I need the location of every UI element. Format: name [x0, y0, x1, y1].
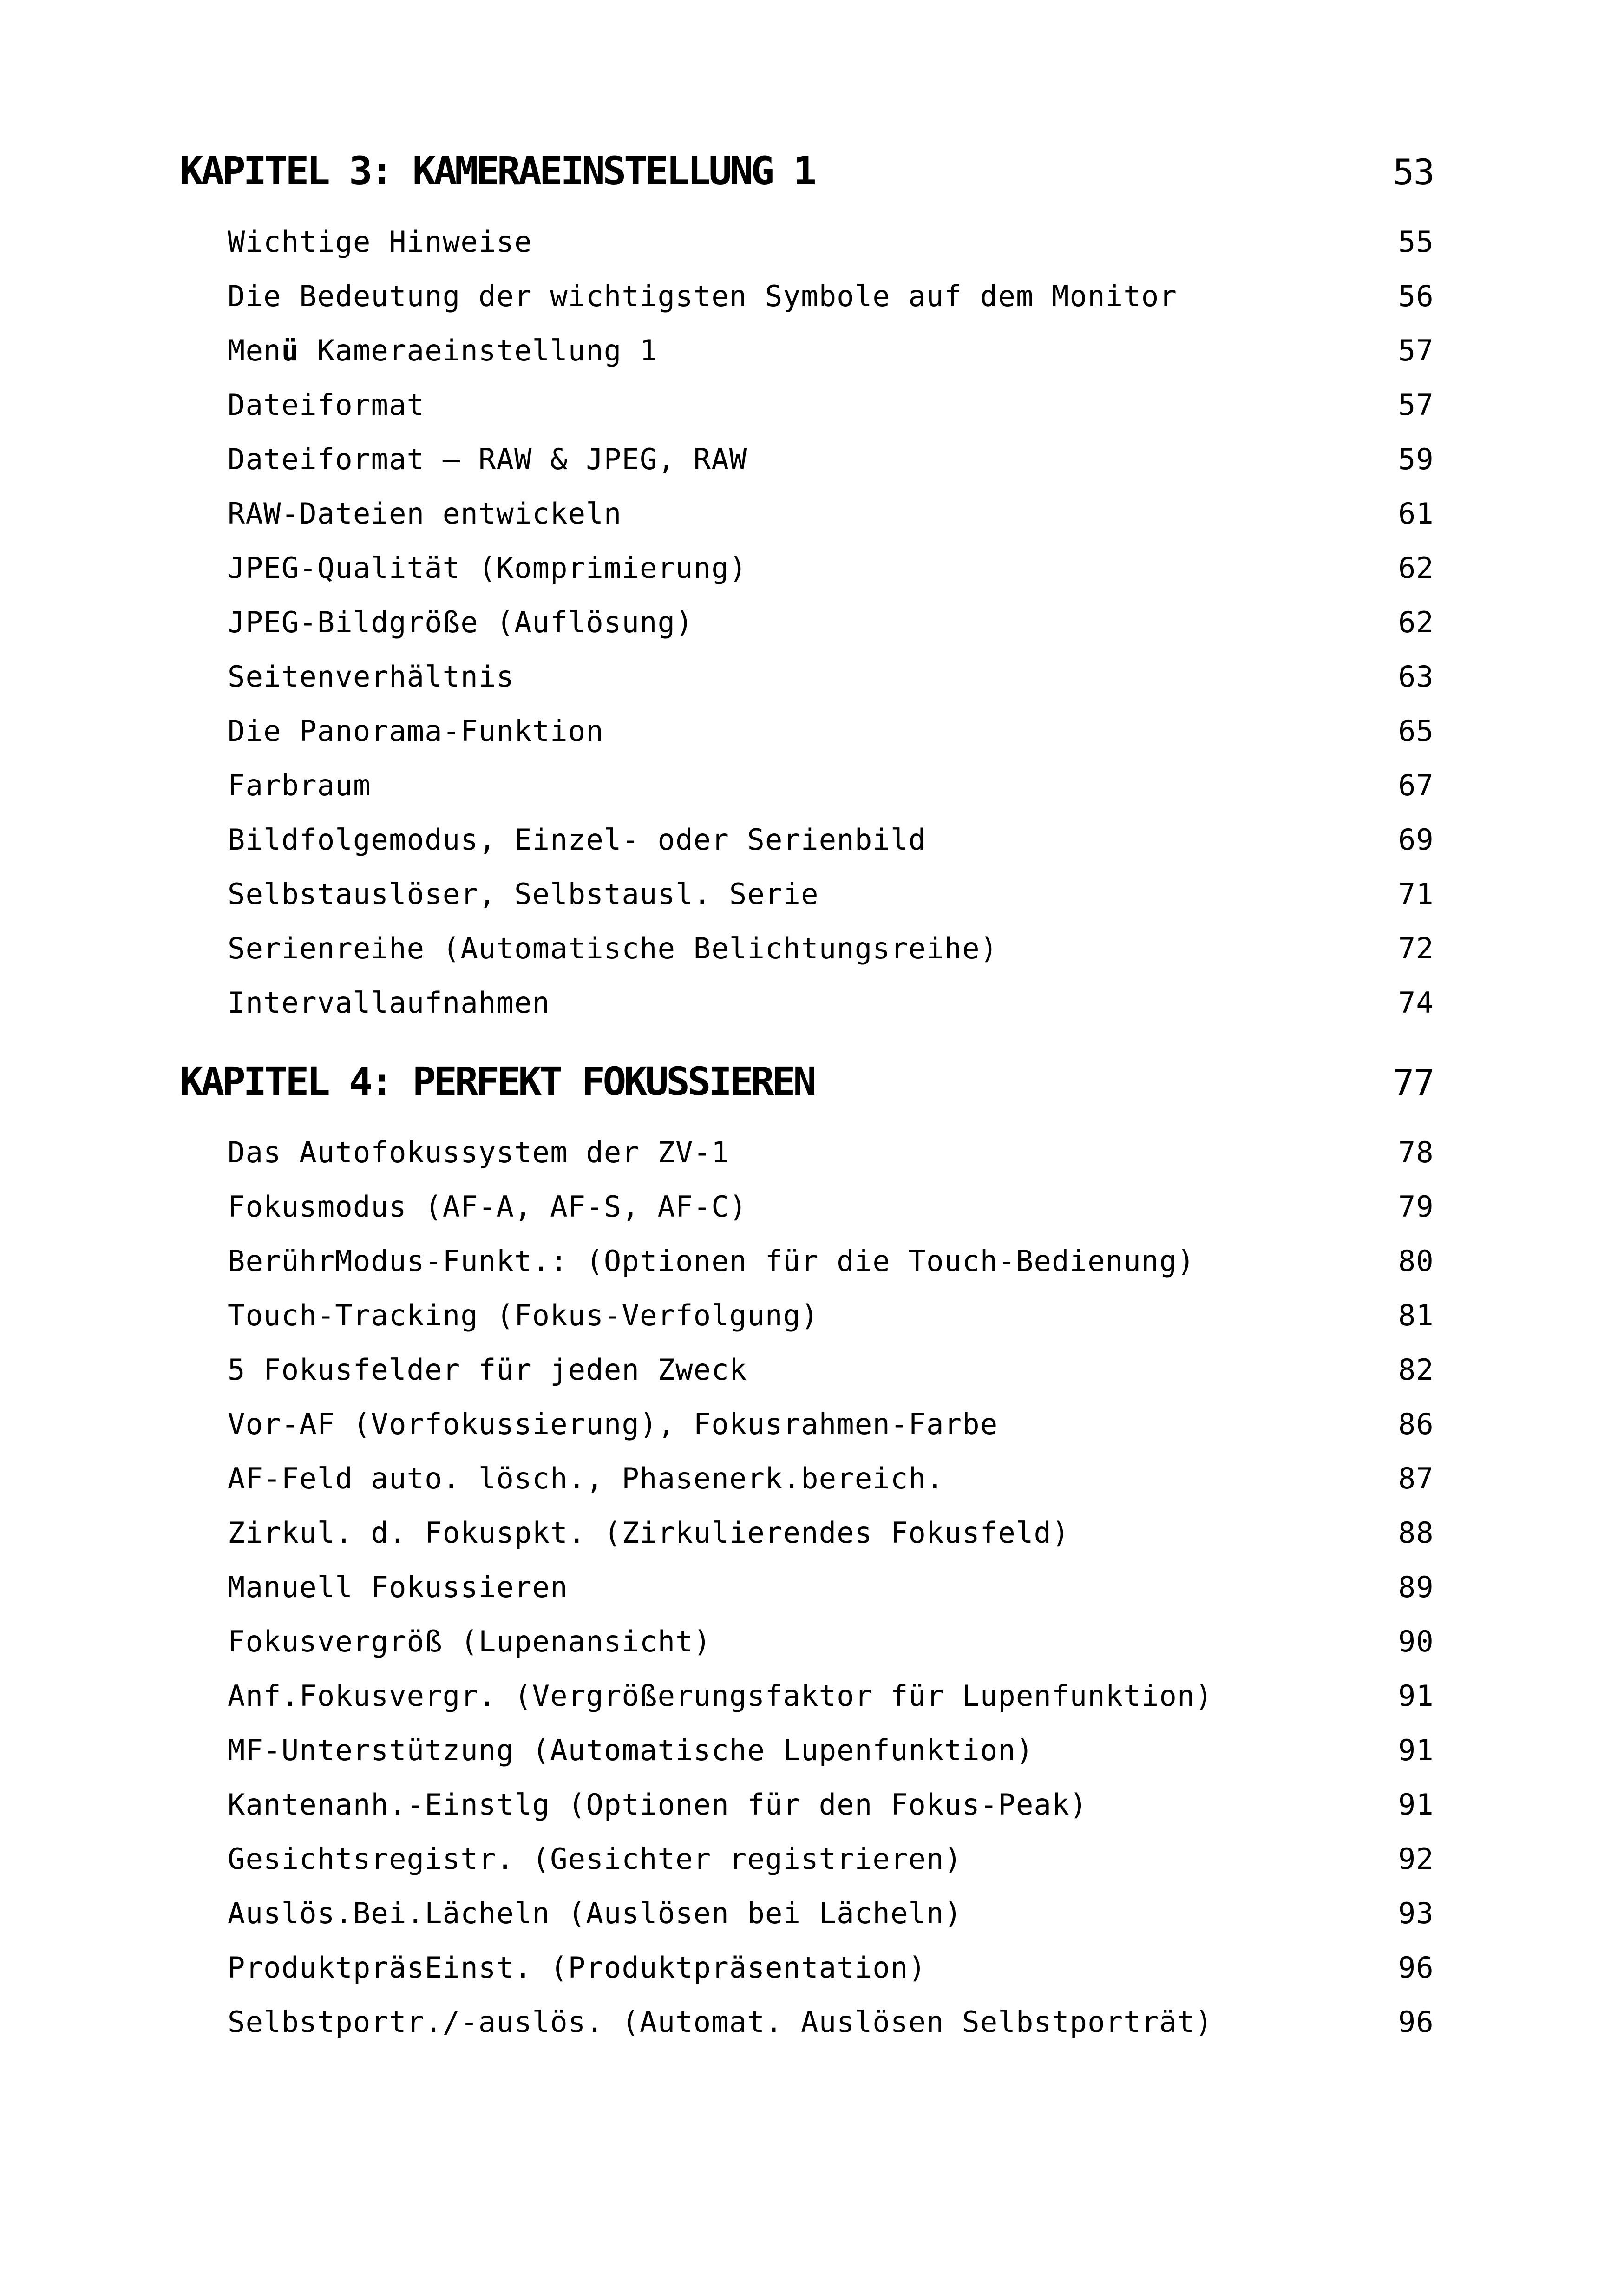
- entry-title: Fokusmodus (AF-A, AF-S, AF-C): [228, 1190, 747, 1224]
- entry-page-number: 81: [1398, 1298, 1434, 1332]
- entry-page-number: 62: [1398, 551, 1434, 585]
- entry-page-number: 72: [1398, 931, 1434, 965]
- entry-title: Auslös.Bei.Lächeln (Auslösen bei Lächeln): [228, 1896, 963, 1930]
- toc-entry-row: [180, 921, 1434, 976]
- entry-title: Gesichtsregistr. (Gesichter registrieren): [228, 1842, 963, 1876]
- toc-entry-row: [180, 215, 1434, 269]
- entry-title: Dateiformat – RAW & JPEG, RAW: [228, 442, 747, 476]
- entry-page-number: 89: [1398, 1570, 1434, 1604]
- toc-entry-row: [180, 1397, 1434, 1451]
- toc-entry-row: [180, 1234, 1434, 1288]
- toc-entry-row: [180, 1288, 1434, 1343]
- toc-entry-row: [180, 1832, 1434, 1886]
- entry-page-number: 78: [1398, 1135, 1434, 1169]
- entry-page-number: 96: [1398, 1951, 1434, 1985]
- entry-title: Farbraum: [228, 768, 371, 802]
- entry-page-number: 69: [1398, 823, 1434, 857]
- entry-page-number: 63: [1398, 660, 1434, 694]
- entry-title: Serienreihe (Automatische Belichtungsreihe): [228, 931, 998, 965]
- toc-entry-row: [180, 1777, 1434, 1832]
- entry-list: [180, 215, 1434, 1030]
- entry-page-number: 93: [1398, 1896, 1434, 1930]
- chapter-page-number: 53: [1393, 151, 1434, 193]
- entry-title: Intervallaufnahmen: [228, 986, 550, 1020]
- toc-entry-row: [180, 812, 1434, 867]
- chapter-title: KAPITEL 3: KAMERAEINSTELLUNG 1: [180, 148, 814, 194]
- toc-entry-row: [180, 1506, 1434, 1560]
- entry-title: Seitenverhältnis: [228, 660, 515, 694]
- toc-entry-row: [180, 1125, 1434, 1179]
- entry-title: Wichtige Hinweise: [228, 225, 532, 259]
- entry-page-number: 96: [1398, 2005, 1434, 2039]
- entry-title: Die Bedeutung der wichtigsten Symbole auf dem Monitor: [228, 279, 1178, 313]
- entry-page-number: 57: [1398, 388, 1434, 422]
- entry-page-number: 55: [1398, 225, 1434, 259]
- entry-title: Bildfolgemodus, Einzel- oder Serienbild: [228, 823, 927, 857]
- entry-page-number: 62: [1398, 605, 1434, 639]
- entry-title: JPEG-Qualität (Komprimierung): [228, 551, 747, 585]
- entry-title: RAW-Dateien entwickeln: [228, 497, 622, 531]
- toc-entry-row: [180, 432, 1434, 486]
- toc-entry-row: [180, 867, 1434, 921]
- entry-title: JPEG-Bildgröße (Auflösung): [228, 605, 694, 639]
- entry-page-number: 88: [1398, 1516, 1434, 1550]
- entry-title-segment-bold: ü: [281, 334, 300, 367]
- entry-page-number: 92: [1398, 1842, 1434, 1876]
- entry-page-number: 59: [1398, 442, 1434, 476]
- toc-entry-row: [180, 1451, 1434, 1506]
- toc-entry-row: [180, 595, 1434, 649]
- toc-entry-row: [180, 1723, 1434, 1777]
- entry-title: AF-Feld auto. lösch., Phasenerk.bereich.: [228, 1461, 944, 1495]
- toc-entry-row: [180, 758, 1434, 812]
- chapter-block: [180, 149, 1434, 1030]
- toc-entry-row: [180, 1940, 1434, 1995]
- entry-title: Fokusvergröß (Lupenansicht): [228, 1625, 712, 1658]
- chapter-page-number: 77: [1393, 1062, 1434, 1103]
- toc-entry-row: [180, 486, 1434, 541]
- entry-title: [228, 323, 658, 378]
- toc-entry-row: [180, 323, 1434, 378]
- entry-list: [180, 1125, 1434, 2049]
- entry-page-number: 79: [1398, 1190, 1434, 1224]
- toc-entry-row: [180, 1995, 1434, 2049]
- entry-page-number: 65: [1398, 714, 1434, 748]
- entry-title: Vor-AF (Vorfokussierung), Fokusrahmen-Farbe: [228, 1407, 998, 1441]
- toc-entry-row: [180, 704, 1434, 758]
- entry-page-number: 87: [1398, 1461, 1434, 1495]
- entry-title: Manuell Fokussieren: [228, 1570, 568, 1604]
- entry-title: Zirkul. d. Fokuspkt. (Zirkulierendes Fokusfeld): [228, 1516, 1070, 1550]
- toc-entry-row: [180, 269, 1434, 323]
- entry-title: Kantenanh.-Einstlg (Optionen für den Fokus-Peak): [228, 1788, 1088, 1821]
- entry-page-number: 90: [1398, 1625, 1434, 1658]
- chapter-block: [180, 1059, 1434, 2049]
- entry-page-number: 86: [1398, 1407, 1434, 1441]
- entry-title: Anf.Fokusvergr. (Vergrößerungsfaktor für Lupenfunktion): [228, 1679, 1213, 1713]
- entry-title-segment: Men: [228, 334, 282, 367]
- toc-entry-row: [180, 1179, 1434, 1234]
- toc-entry-row: [180, 1343, 1434, 1397]
- entry-title: Selbstauslöser, Selbstausl. Serie: [228, 877, 819, 911]
- entry-title: Das Autofokussystem der ZV-1: [228, 1135, 729, 1169]
- entry-page-number: 91: [1398, 1679, 1434, 1713]
- entry-page-number: 61: [1398, 497, 1434, 531]
- entry-title: Dateiformat: [228, 388, 425, 422]
- toc-entry-row: [180, 1614, 1434, 1669]
- entry-title: BerührModus-Funkt.: (Optionen für die Touch-Bedienung): [228, 1244, 1195, 1278]
- entry-page-number: 91: [1398, 1788, 1434, 1821]
- toc-entry-row: [180, 1886, 1434, 1940]
- entry-page-number: 57: [1398, 334, 1434, 367]
- entry-title: Selbstportr./-auslös. (Automat. Auslösen Selbstporträt): [228, 2005, 1213, 2039]
- entry-page-number: 67: [1398, 768, 1434, 802]
- entry-page-number: 74: [1398, 986, 1434, 1020]
- toc-entry-row: [180, 541, 1434, 595]
- toc: [180, 149, 1434, 2049]
- toc-entry-row: [180, 976, 1434, 1030]
- entry-page-number: 82: [1398, 1353, 1434, 1387]
- toc-entry-row: [180, 1669, 1434, 1723]
- entry-page-number: 91: [1398, 1733, 1434, 1767]
- entry-title: Touch-Tracking (Fokus-Verfolgung): [228, 1298, 819, 1332]
- entry-title: 5 Fokusfelder für jeden Zweck: [228, 1353, 747, 1387]
- entry-page-number: 80: [1398, 1244, 1434, 1278]
- toc-entry-row: [180, 1560, 1434, 1614]
- toc-entry-row: [180, 378, 1434, 432]
- entry-title-segment: Kameraeinstellung 1: [299, 334, 658, 367]
- entry-page-number: 56: [1398, 279, 1434, 313]
- chapter-heading-row: [180, 149, 1434, 193]
- entry-title: ProduktpräsEinst. (Produktpräsentation): [228, 1951, 927, 1985]
- entry-title: Die Panorama-Funktion: [228, 714, 604, 748]
- chapter-title: KAPITEL 4: PERFEKT FOKUSSIEREN: [180, 1059, 814, 1104]
- toc-entry-row: [180, 649, 1434, 704]
- entry-page-number: 71: [1398, 877, 1434, 911]
- chapter-heading-row: [180, 1059, 1434, 1104]
- entry-title: MF-Unterstützung (Automatische Lupenfunktion): [228, 1733, 1034, 1767]
